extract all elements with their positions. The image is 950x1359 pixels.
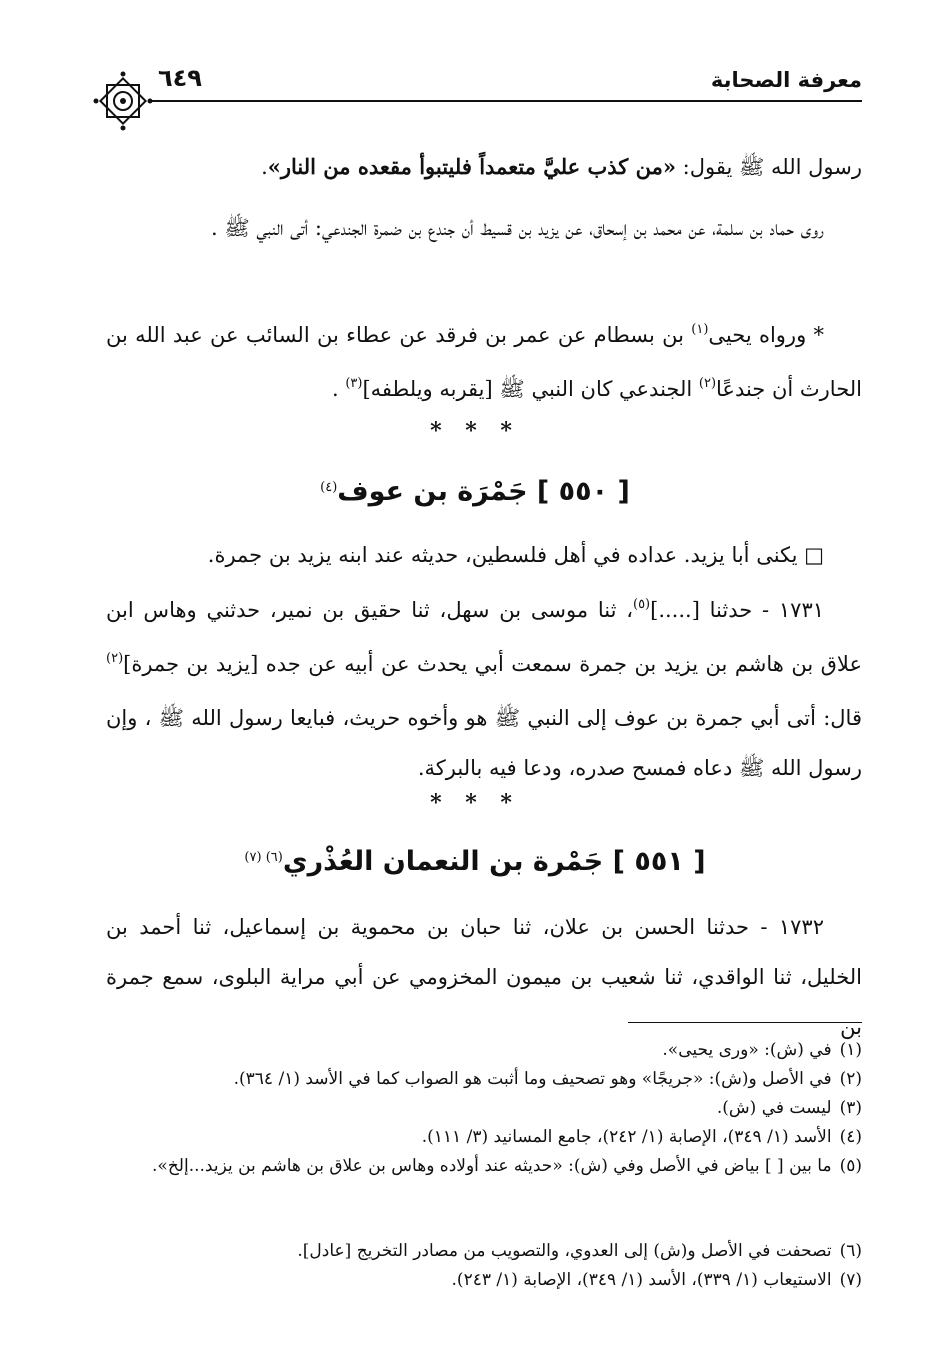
section-separator: * * * — [430, 790, 520, 816]
footnote-number: (٦) — [839, 1241, 862, 1261]
entry-550-intro: □ يكنى أبا يزيد. عداده في أهل فلسطين، حديثه عند ابنه يزيد بن جمرة. — [207, 543, 824, 567]
footnote-number: (٤) — [839, 1127, 862, 1147]
paragraph-2: روى حماد بن سلمة، عن محمد بن إسحاق، عن يزيد بن قسيط أن جندع بن ضمرة الجندعي: أتى النبي ﷺ . — [210, 216, 824, 240]
paragraph-3-text-b: بن بسطام عن عمر بن فرقد عن عطاء بن السائب عن عبد الله بن الحارث أن جندعًا — [106, 323, 862, 401]
footnote-rule — [628, 1022, 862, 1023]
section-separator: * * * — [430, 418, 520, 444]
entry-550-title: [ ٥٥٠ ] جَمْرَة بن عوف — [337, 476, 630, 507]
hadith-1732: ١٧٣٢ - حدثنا الحسن بن علان، ثنا حبان بن محموية بن إسماعيل، ثنا أحمد بن الخليل، ثنا الواقدي، ثنا شعيب بن ميمون المخزومي عن أبي مراية البلوى، سمع جمرة بن — [106, 915, 862, 1039]
ornament-icon — [92, 70, 154, 132]
footnote-text: الأسد (١/ ٣٤٩)، الإصابة (١/ ٢٤٢)، جامع المسانيد (٣/ ١١١). — [421, 1127, 832, 1147]
paragraph-1-end: . — [261, 155, 268, 179]
footnote-ref: (١) — [691, 322, 709, 337]
footnote-number: (٥) — [839, 1156, 862, 1176]
hadith-1731 — [106, 585, 862, 793]
footnote-ref: (٣) — [345, 376, 363, 391]
footnote-ref: (٢) — [106, 651, 124, 666]
footnote-number: (٢) — [839, 1069, 862, 1089]
hadith-1731-text-b: ، ثنا موسى بن سهل، ثنا حقيق بن نمير، حدثني وهاس ابن علاق بن هاشم بن يزيد بن جمرة سمعت أبي يحدث عن أبيه عن جده [يزيد بن جمرة] — [106, 598, 862, 676]
footnote-ref: (٦) (٧) — [244, 850, 283, 865]
footnote-ref: (٤) — [320, 480, 338, 495]
footnote-4 — [106, 1123, 862, 1152]
paragraph-3-end: . — [331, 377, 346, 401]
entry-550-heading — [0, 476, 950, 507]
footnote-text: في (ش): «ورى يحيى». — [662, 1040, 832, 1060]
footnote-ref: (٢) — [698, 376, 717, 391]
footnote-text: في الأصل و(ش): «جريجًا» وهو تصحيف وما أثبت هو الصواب كما في الأسد (١/ ٣٦٤). — [233, 1069, 832, 1089]
entry-551-title: [ ٥٥١ ] جَمْرة بن النعمان العُذْري — [282, 846, 706, 877]
hadith-1731-text-a: ١٧٣١ - حدثنا [.....] — [650, 598, 825, 622]
running-title: معرفة الصحابة — [710, 68, 862, 92]
footnote-7 — [106, 1266, 862, 1295]
footnote-text: تصحفت في الأصل و(ش) إلى العدوي، والتصويب من مصادر التخريج [عادل]. — [297, 1241, 832, 1261]
footnote-number: (١) — [839, 1040, 862, 1060]
paragraph-3-text-a: * ورواه يحيى — [708, 323, 825, 347]
footnote-text: ما بين [ ] بياض في الأصل وفي (ش): «حديثه عند أولاده وهاس بن علاق بن هاشم بن يزيد...إلخ». — [152, 1156, 832, 1176]
hadith-quote: «من كذب عليَّ متعمداً فليتبوأ مقعده من النار» — [267, 154, 676, 179]
footnote-6 — [106, 1237, 862, 1266]
hadith-1731-text-c: قال: أتى أبي جمرة بن عوف إلى النبي ﷺ هو وأخوه حريث، فبايعا رسول الله ﷺ ، وإن رسول الله ﷺ دعاه فمسح صدره، ودعا فيه بالبركة. — [106, 706, 862, 780]
footnote-number: (٣) — [839, 1098, 862, 1118]
paragraph-3 — [106, 310, 862, 418]
footnote-5 — [106, 1152, 862, 1181]
footnote-3 — [106, 1094, 862, 1123]
footnote-ref: (٥) — [632, 597, 651, 612]
paragraph-1 — [106, 142, 862, 192]
footnote-2 — [106, 1065, 862, 1094]
footnote-number: (٧) — [839, 1270, 862, 1290]
footnote-text: الاستيعاب (١/ ٣٣٩)، الأسد (١/ ٣٤٩)، الإصابة (١/ ٢٤٣). — [451, 1270, 832, 1290]
header-rule — [150, 100, 862, 102]
paragraph-1-text: رسول الله ﷺ يقول: — [675, 155, 862, 179]
footnote-text: ليست في (ش). — [716, 1098, 832, 1118]
entry-551-heading — [0, 846, 950, 877]
page-number: ٦٤٩ — [158, 64, 202, 92]
footnote-1 — [106, 1036, 862, 1065]
paragraph-3-text-c: الجندعي كان النبي ﷺ [يقربه ويلطفه] — [362, 377, 699, 401]
